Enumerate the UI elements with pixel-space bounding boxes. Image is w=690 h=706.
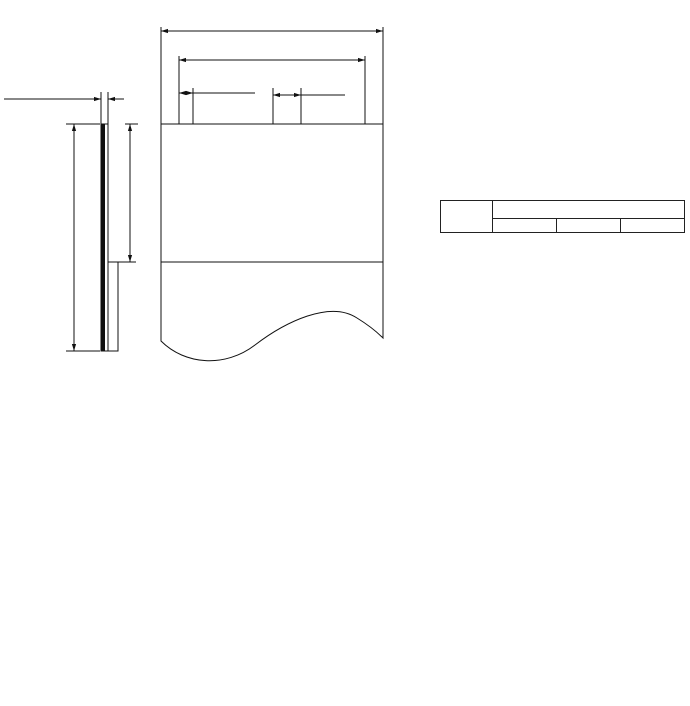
dimensions-title [493, 201, 685, 219]
dimensions-table [440, 200, 685, 233]
contacts-count-header [441, 201, 493, 233]
connector-drawing [0, 0, 430, 400]
column-c-header [621, 219, 685, 233]
column-b-header [557, 219, 621, 233]
front-view [161, 27, 383, 361]
column-a-header [493, 219, 557, 233]
side-view [4, 92, 138, 351]
